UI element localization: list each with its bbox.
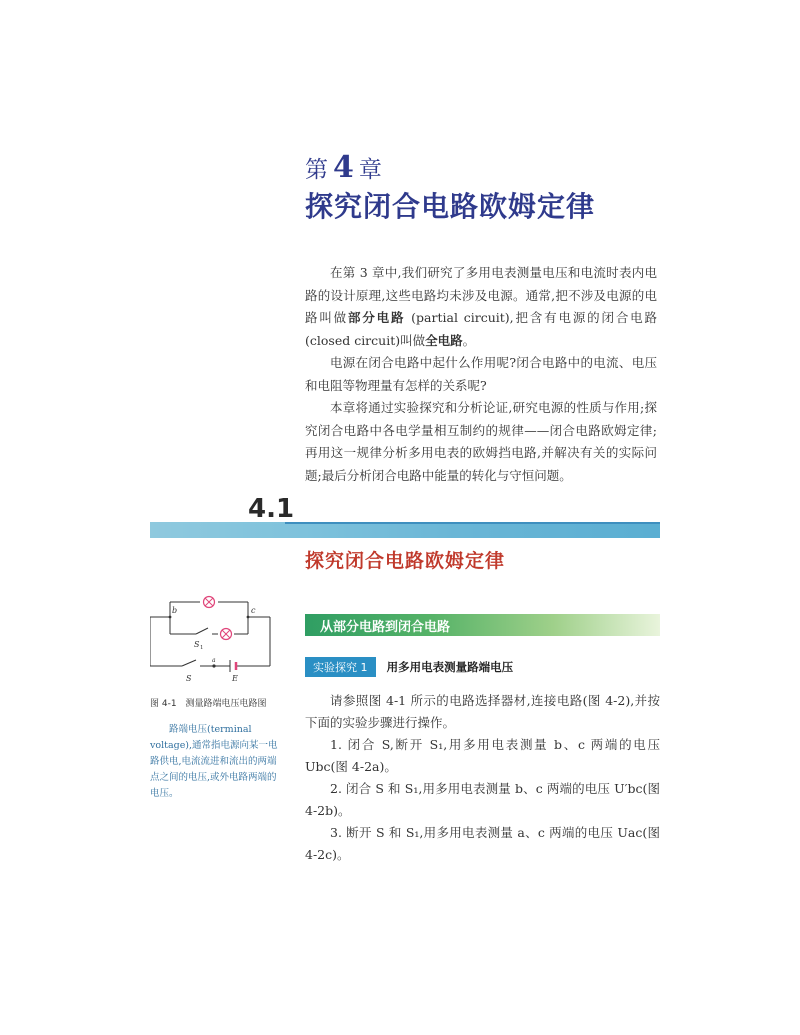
battery-icon (230, 660, 236, 672)
lamp-icon (221, 629, 232, 640)
intro-paragraph-1 (305, 262, 657, 352)
label-s1: S (194, 640, 200, 649)
node-dot (212, 664, 215, 667)
body-paragraph: 请参照图 4-1 所示的电路选择器材,连接电路(图 4-2),并按下面的实验步骤进行操作。 (305, 693, 660, 730)
experiment-header (305, 656, 513, 674)
chapter-suffix: 章 (358, 157, 384, 183)
intro-text: (partial circuit),把含有电源的闭合电路(closed circuit)叫做 (305, 310, 657, 348)
figure-caption: 图 4-1 测量路端电压电路图 (150, 699, 267, 709)
chapter-label (305, 150, 384, 185)
chapter-title: 探究闭合电路欧姆定律 (305, 190, 596, 223)
intro-paragraph-3: 本章将通过实验探究和分析论证,研究电源的性质与作用;探究闭合电路中各电学量相互制约的规律——闭合电路欧姆定律;再用这一规律分析多用电表的欧姆挡电路,并解决有关的实际问题;最后分析闭合电路中能量的转化与守恒问题。 (305, 400, 657, 483)
step-3: 3. 断开 S 和 S₁,用多用电表测量 a、c 两端的电压 Uac(图 4-2c)。 (305, 825, 660, 862)
label-a: a (212, 657, 216, 664)
subsection-title: 从部分电路到闭合电路 (320, 620, 451, 635)
intro-text: 在第 3 章中,我们研究了多用电表测量电压和电流时表内电路的设计原理,这些电路均未涉及电源。通常,把不涉及电源的电路叫做 (305, 265, 657, 325)
chapter-prefix: 第 (305, 157, 330, 183)
experiment-title: 用多用电表测量路端电压 (386, 659, 514, 674)
label-s: S (186, 674, 192, 683)
label-e: E (232, 674, 238, 683)
side-note (150, 722, 285, 802)
section-header-bar (150, 522, 660, 538)
label-s1-subscript: 1 (200, 645, 204, 651)
chapter-number: 4 (333, 150, 356, 185)
section-number: 4.1 (248, 494, 295, 524)
node-dot (247, 616, 250, 619)
side-note-text: 路端电压(terminal voltage),通常指电源向某一电路供电,电流流进和流出的两端点之间的电压,或外电路两端的电压。 (150, 724, 278, 799)
step-2: 2. 闭合 S 和 S₁,用多用电表测量 b、c 两端的电压 U′bc(图 4-2b)。 (305, 781, 660, 818)
term-partial-circuit: 部分电路 (348, 310, 406, 325)
label-c: c (251, 606, 256, 615)
chapter-intro (305, 262, 657, 487)
node-dot (169, 616, 172, 619)
section-header-rule (285, 522, 660, 524)
experiment-body (305, 690, 660, 866)
term-full-circuit: 全电路 (425, 332, 463, 348)
intro-text: 。 (462, 332, 476, 348)
label-b: b (172, 606, 178, 615)
intro-paragraph-2: 电源在闭合电路中起什么作用呢?闭合电路中的电流、电压和电阻等物理量有怎样的关系呢? (305, 355, 657, 393)
experiment-badge: 实验探究 1 (305, 657, 376, 677)
lamp-icon (204, 597, 215, 608)
circuit-diagram (150, 592, 280, 687)
section-title: 探究闭合电路欧姆定律 (305, 550, 506, 572)
step-1: 1. 闭合 S,断开 S₁,用多用电表测量 b、c 两端的电压 Ubc(图 4-2a)。 (305, 737, 660, 774)
